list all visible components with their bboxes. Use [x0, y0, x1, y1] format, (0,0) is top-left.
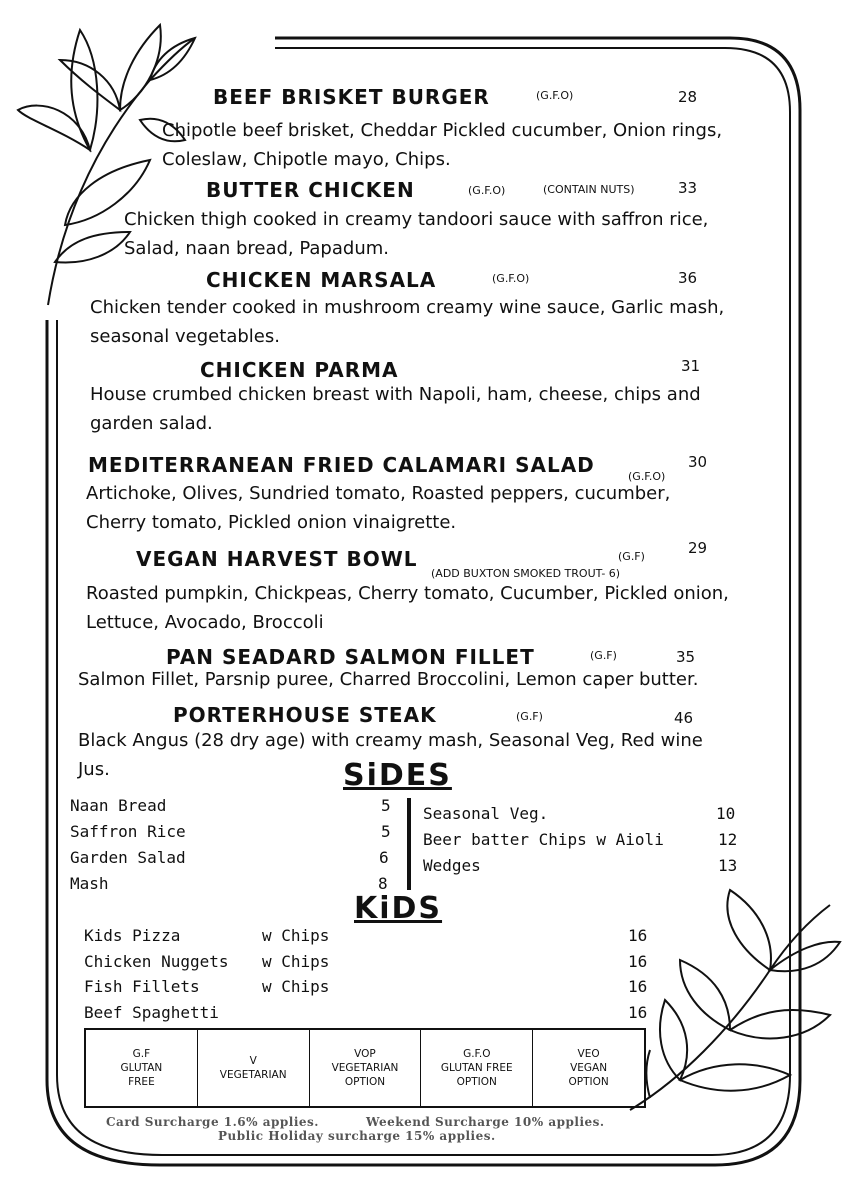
- legend-label: GLUTAN: [120, 1062, 163, 1074]
- item-name: PAN SEADARD SALMON FILLET: [166, 645, 535, 669]
- item-description: House crumbed chicken breast with Napoli, ham, cheese, chips and: [90, 384, 701, 405]
- item-description: Lettuce, Avocado, Broccoli: [86, 612, 324, 633]
- item-tag: (G.F.O): [468, 184, 506, 197]
- item-description: Black Angus (28 dry age) with creamy mash, Seasonal Veg, Red wine: [78, 730, 703, 751]
- item-description: Artichoke, Olives, Sundried tomato, Roasted peppers, cucumber,: [86, 483, 671, 504]
- legend-label: VEGETARIAN: [219, 1069, 287, 1081]
- side-price: 13: [718, 856, 738, 875]
- item-description: seasonal vegetables.: [90, 326, 280, 347]
- legend-label: VEGAN: [570, 1062, 608, 1074]
- item-description: Chipotle beef brisket, Cheddar Pickled cucumber, Onion rings,: [162, 120, 723, 141]
- item-price: 29: [688, 539, 708, 557]
- item-tag: (G.F): [516, 710, 543, 723]
- item-tag: (G.F.O): [492, 272, 530, 285]
- item-tag: (G.F.O): [536, 89, 574, 102]
- kids-item-extra: w Chips: [262, 977, 330, 996]
- weekend-surcharge-note: Weekend Surcharge 10% applies.: [366, 1115, 605, 1129]
- legend-label: GLUTAN FREE: [440, 1062, 513, 1074]
- kids-item-price: 16: [628, 977, 648, 996]
- item-description: Jus.: [78, 759, 110, 780]
- side-price: 6: [379, 848, 389, 867]
- item-description: Chicken thigh cooked in creamy tandoori sauce with saffron rice,: [124, 209, 709, 230]
- item-price: 33: [678, 179, 698, 197]
- side-name: Garden Salad: [70, 848, 186, 867]
- kids-item-name: Fish Fillets: [84, 977, 200, 996]
- item-name: VEGAN HARVEST BOWL: [136, 547, 418, 571]
- item-price: 35: [676, 648, 696, 666]
- item-tag: (G.F): [618, 550, 645, 563]
- leaf-branch-bottom-right: [620, 880, 842, 1140]
- legend-label: OPTION: [344, 1076, 386, 1088]
- item-name: PORTERHOUSE STEAK: [173, 703, 437, 727]
- legend-code: VEO: [577, 1048, 600, 1060]
- item-price: 31: [681, 357, 701, 375]
- legend-v: [198, 1030, 310, 1106]
- legend-code: V: [249, 1055, 257, 1067]
- item-description: Roasted pumpkin, Chickpeas, Cherry tomato, Cucumber, Pickled onion,: [86, 583, 729, 604]
- item-name: CHICKEN PARMA: [200, 358, 399, 382]
- item-tag: (G.F): [590, 649, 617, 662]
- legend-veo: [533, 1030, 644, 1106]
- dietary-legend: [84, 1028, 646, 1108]
- kids-item-extra: w Chips: [262, 952, 330, 971]
- legend-code: G.F: [132, 1048, 151, 1060]
- legend-label: OPTION: [568, 1076, 609, 1088]
- side-name: Seasonal Veg.: [423, 804, 549, 823]
- legend-gf: [86, 1030, 198, 1106]
- item-name: CHICKEN MARSALA: [206, 268, 437, 292]
- side-name: Beer batter Chips w Aioli: [423, 830, 664, 849]
- item-name: BEEF BRISKET BURGER: [213, 85, 490, 109]
- side-price: 5: [381, 796, 391, 815]
- item-price: 36: [678, 269, 698, 287]
- item-note: (ADD BUXTON SMOKED TROUT- 6): [431, 567, 621, 580]
- item-description: Coleslaw, Chipotle mayo, Chips.: [162, 149, 451, 170]
- holiday-surcharge-note: Public Holiday surcharge 15% applies.: [218, 1129, 496, 1143]
- card-surcharge-note: Card Surcharge 1.6% applies.: [106, 1115, 319, 1129]
- legend-code: G.F.O: [463, 1048, 491, 1060]
- side-price: 8: [378, 874, 388, 893]
- kids-item-price: 16: [628, 926, 648, 945]
- legend-label: OPTION: [456, 1076, 497, 1088]
- side-name: Mash: [70, 874, 109, 893]
- item-description: garden salad.: [90, 413, 213, 434]
- side-name: Saffron Rice: [70, 822, 186, 841]
- item-tag: (G.F.O): [628, 470, 666, 483]
- side-price: 12: [718, 830, 738, 849]
- item-price: 28: [678, 88, 698, 106]
- legend-label: FREE: [128, 1076, 155, 1088]
- side-name: Wedges: [423, 856, 481, 875]
- item-name: BUTTER CHICKEN: [206, 178, 415, 202]
- legend-vop: [310, 1030, 422, 1106]
- item-description: Salmon Fillet, Parsnip puree, Charred Broccolini, Lemon caper butter.: [78, 669, 699, 690]
- kids-item-name: Beef Spaghetti: [84, 1003, 219, 1022]
- kids-item-price: 16: [628, 1003, 648, 1022]
- item-name: MEDITERRANEAN FRIED CALAMARI SALAD: [88, 453, 595, 477]
- kids-heading: KiDS: [354, 891, 443, 926]
- side-name: Naan Bread: [70, 796, 167, 815]
- item-description: Salad, naan bread, Papadum.: [124, 238, 389, 259]
- item-note: (CONTAIN NUTS): [543, 183, 635, 196]
- item-description: Chicken tender cooked in mushroom creamy wine sauce, Garlic mash,: [90, 297, 725, 318]
- side-price: 10: [716, 804, 736, 823]
- item-price: 30: [688, 453, 708, 471]
- legend-label: VEGETARIAN: [331, 1062, 399, 1074]
- legend-gfo: [421, 1030, 533, 1106]
- kids-item-name: Kids Pizza: [84, 926, 181, 945]
- sides-heading: SiDES: [343, 758, 452, 793]
- kids-item-extra: w Chips: [262, 926, 330, 945]
- item-description: Cherry tomato, Pickled onion vinaigrette.: [86, 512, 457, 533]
- side-price: 5: [381, 822, 391, 841]
- kids-item-price: 16: [628, 952, 648, 971]
- item-price: 46: [674, 709, 694, 727]
- kids-item-name: Chicken Nuggets: [84, 952, 229, 971]
- legend-code: VOP: [354, 1048, 376, 1060]
